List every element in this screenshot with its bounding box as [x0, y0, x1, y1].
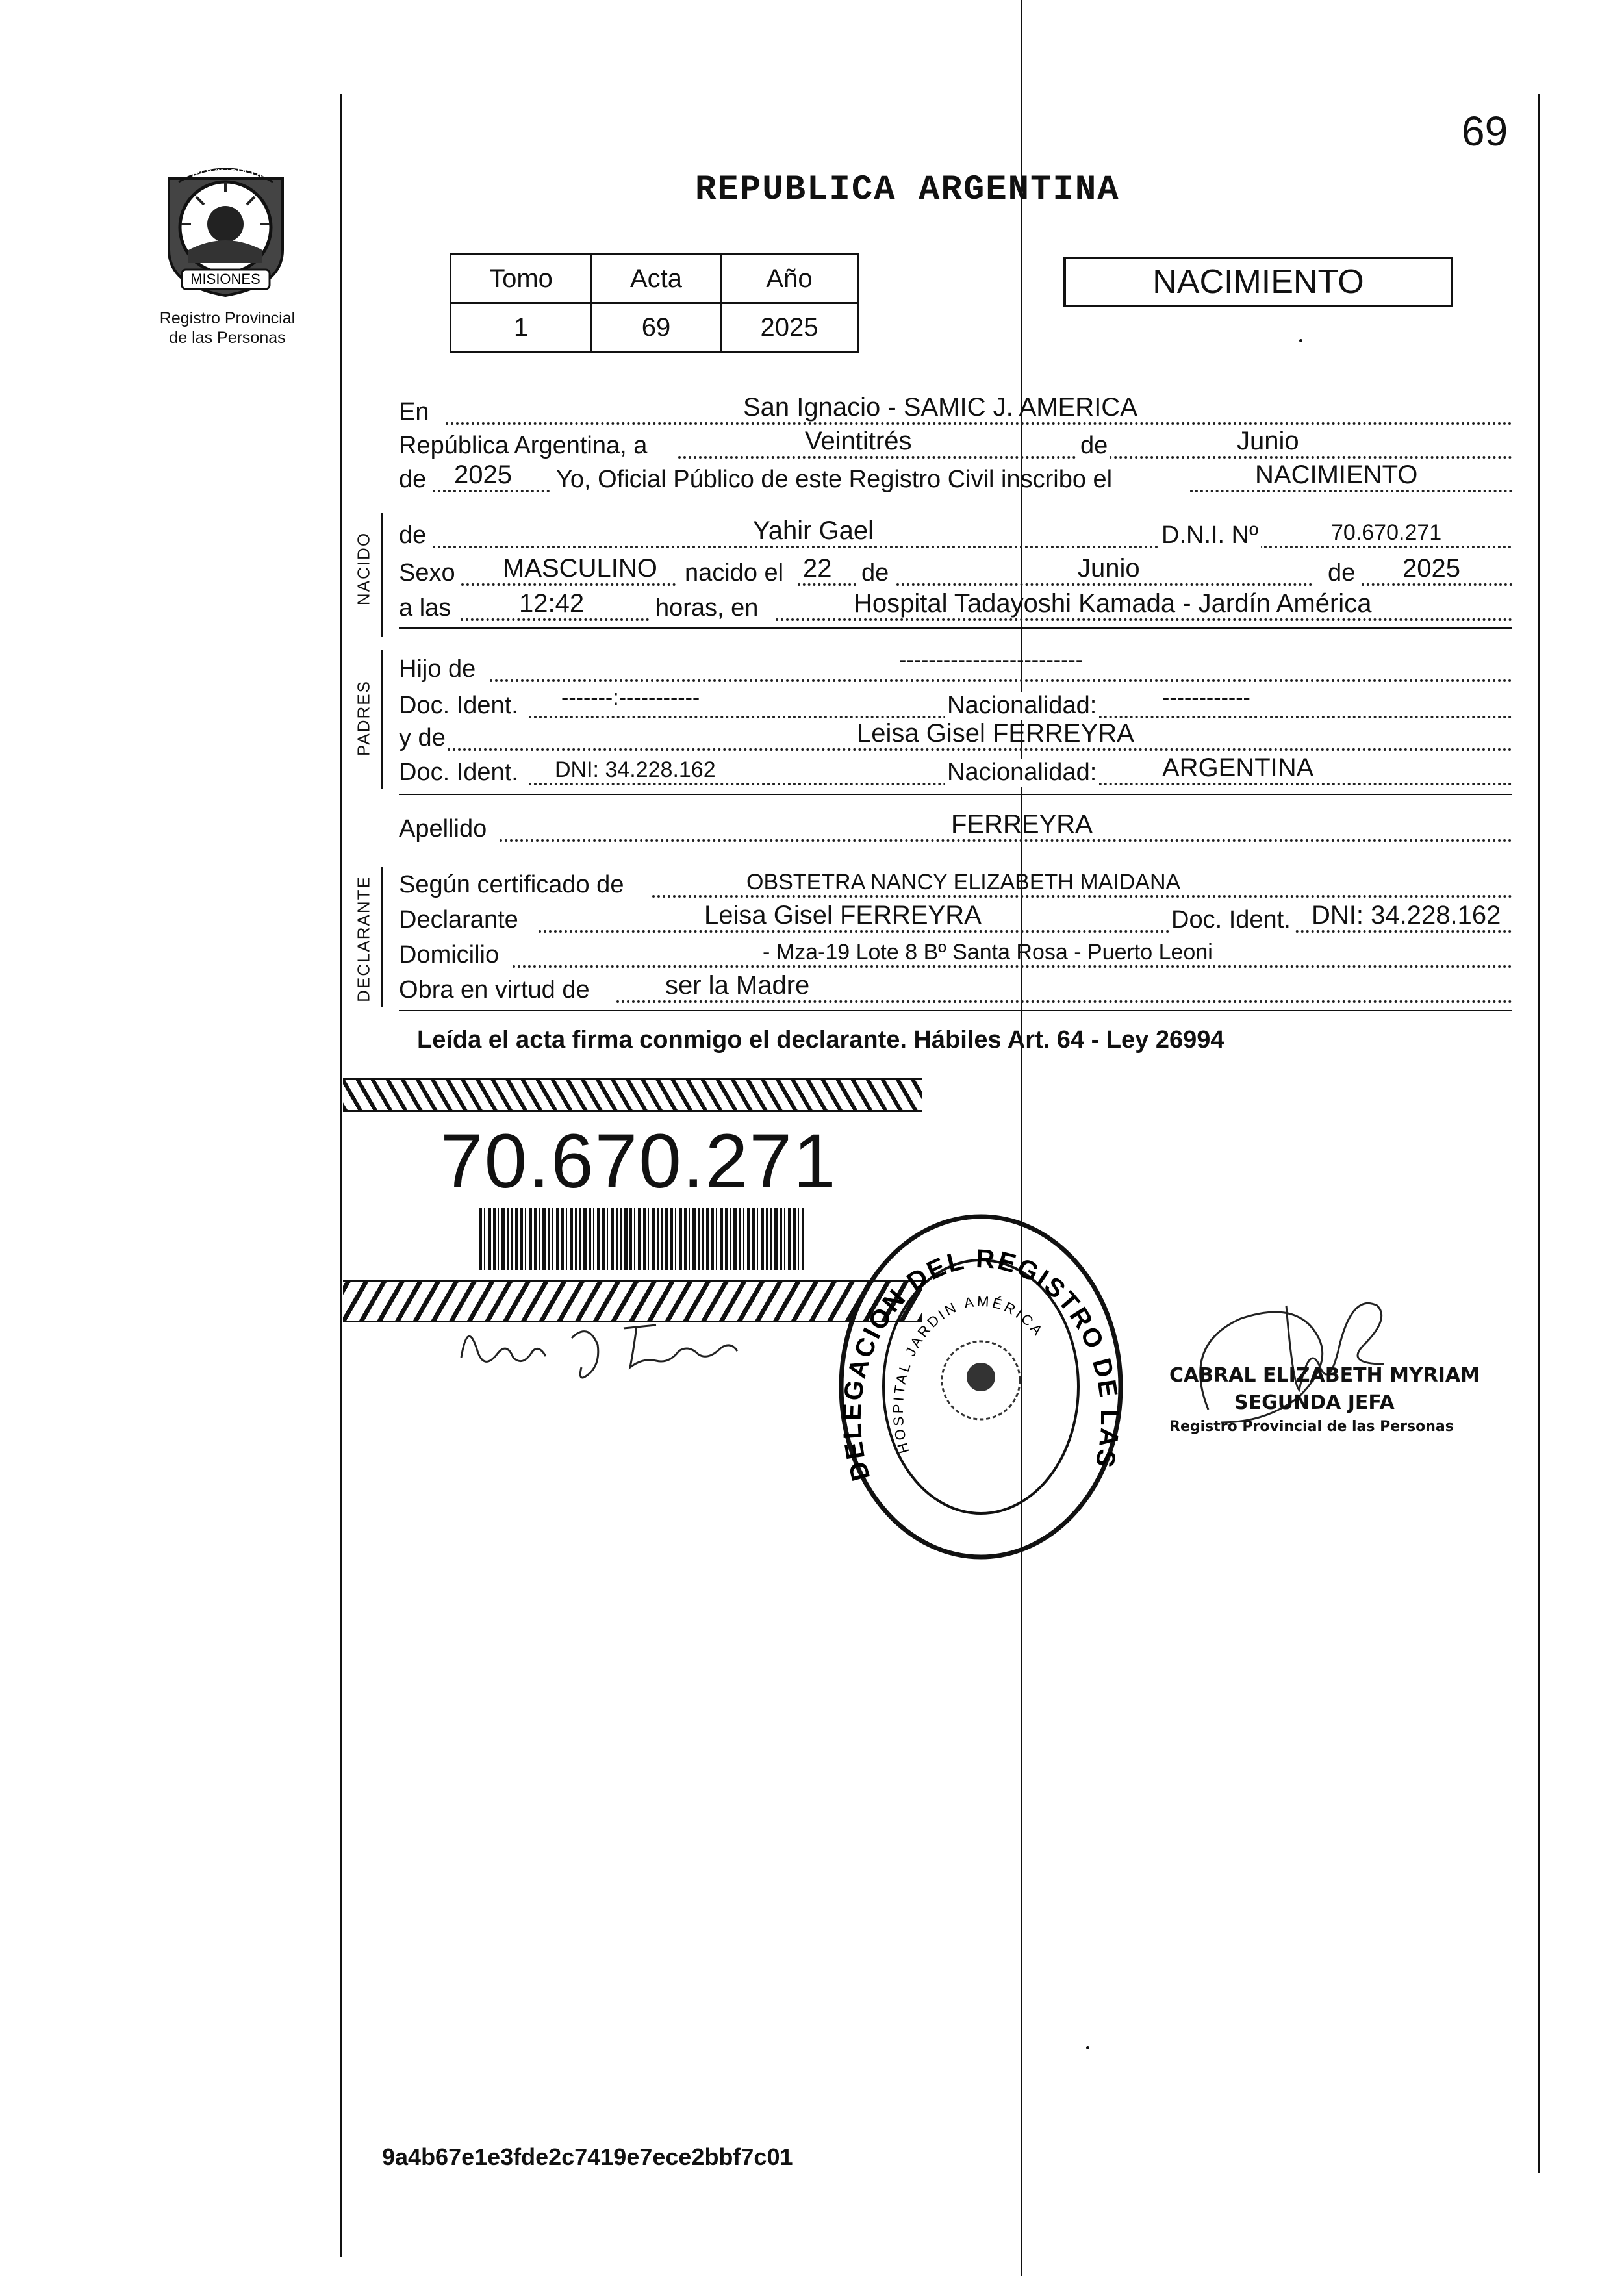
mother-doc: DNI: 34.228.162 — [555, 757, 716, 782]
label-mother-doc: Doc. Ident. — [399, 759, 518, 786]
child-dni: 70.670.271 — [1331, 520, 1442, 545]
line-ydemother — [399, 719, 1512, 755]
child-sexo: MASCULINO — [503, 554, 657, 583]
father-name: ------------------------- — [899, 648, 1084, 672]
label-father-doc: Doc. Ident. — [399, 692, 518, 719]
mother-nationality: ARGENTINA — [1162, 753, 1314, 782]
domicilio-value: - Mza-19 Lote 8 Bº Santa Rosa - Puerto Leoni — [763, 940, 1213, 965]
label-certificado: Según certificado de — [399, 871, 624, 898]
line-obra — [399, 971, 1512, 1007]
birth-place: Hospital Tadayoshi Kamada - Jardín América — [854, 589, 1372, 618]
label-y-de: y de — [399, 724, 446, 752]
label-apellido: Apellido — [399, 815, 487, 842]
line-alas — [399, 589, 1512, 625]
inscription-type: NACIMIENTO — [1255, 461, 1418, 489]
apellido-value: FERREYRA — [951, 810, 1093, 839]
registration-month: Junio — [1237, 427, 1299, 455]
label-hijo-de: Hijo de — [399, 655, 476, 683]
nacido-bracket — [381, 513, 383, 637]
officer-text: Yo, Oficial Público de este Registro Civil inscribo el — [556, 466, 1113, 493]
line-mother-doc — [399, 753, 1512, 789]
registry-caption — [130, 309, 325, 348]
document-hash: 9a4b67e1e3fde2c7419e7ece2bbf7c01 — [382, 2143, 793, 2170]
label-de-year: de — [399, 466, 427, 493]
child-name: Yahir Gael — [753, 516, 874, 545]
left-margin-line — [340, 94, 342, 2257]
padres-underline — [399, 794, 1512, 795]
line-declarante — [399, 901, 1512, 937]
official-registry: Registro Provincial de las Personas — [1169, 1419, 1454, 1435]
line-certificado — [399, 869, 1512, 902]
label-declarante: Declarante — [399, 906, 518, 933]
label-sexo: Sexo — [399, 559, 455, 587]
svg-text:DELEGACIÓN DEL REGISTRO DE LAS — [831, 1205, 1124, 1484]
label-horas: horas, en — [655, 594, 759, 622]
declarante-underline — [399, 1010, 1512, 1011]
line-republica — [399, 427, 1512, 462]
registry-stamp — [831, 1205, 1130, 1569]
stamp-outer-text: DELEGACIÓN DEL REGISTRO DE LAS — [837, 1244, 1124, 1484]
nacido-underline — [399, 627, 1512, 629]
tomo-value: 1 — [451, 303, 592, 352]
sticker-pattern-top — [343, 1078, 922, 1112]
padres-section-label: PADRES — [353, 680, 374, 756]
padres-bracket — [381, 650, 383, 789]
official-name: CABRAL ELIZABETH MYRIAM — [1169, 1364, 1480, 1387]
label-domicilio: Domicilio — [399, 941, 500, 968]
closing-note: Leída el acta firma conmigo el declarante. Hábiles Art. 64 - Ley 26994 — [417, 1026, 1224, 1054]
registration-year: 2025 — [454, 461, 512, 489]
birth-year: 2025 — [1402, 554, 1460, 583]
line-apellido — [399, 810, 1512, 846]
father-doc: -------:----------- — [561, 685, 700, 710]
father-nationality: ------------ — [1162, 685, 1250, 710]
acta-header: Acta — [592, 255, 721, 303]
nacido-section-label: NACIDO — [353, 531, 374, 606]
declarante-bracket — [381, 867, 383, 1007]
birth-time: 12:42 — [519, 589, 585, 618]
label-dni: D.N.I. Nº — [1159, 522, 1261, 550]
line-year-officer — [399, 461, 1512, 496]
line-nacido-name — [399, 516, 1512, 552]
official-title: SEGUNDA JEFA — [1234, 1391, 1395, 1414]
label-mother-nationality: Nacionalidad: — [945, 759, 1099, 787]
page-number: 69 — [1462, 108, 1508, 155]
line-domicilio — [399, 939, 1512, 972]
obra-value: ser la Madre — [665, 971, 810, 1000]
seal-top-text: PROVINCIA DE — [183, 167, 268, 180]
declarant-signature — [448, 1306, 747, 1384]
line-sexo — [399, 554, 1512, 590]
official-signature-block — [1169, 1267, 1494, 1474]
country-title: REPUBLICA ARGENTINA — [695, 170, 1120, 210]
label-declarante-doc: Doc. Ident. — [1169, 906, 1293, 934]
declarante-name: Leisa Gisel FERREYRA — [704, 901, 982, 929]
stamp-inner-text: HOSPITAL JARDIN AMÉRICA — [889, 1293, 1048, 1456]
seal-bottom-text: MISIONES — [190, 271, 260, 287]
label-de-birth-month: de — [861, 559, 889, 587]
label-father-nationality: Nacionalidad: — [945, 692, 1099, 720]
stray-dot-2 — [1299, 339, 1302, 342]
declarante-doc: DNI: 34.228.162 — [1312, 901, 1501, 929]
birth-day: 22 — [803, 554, 832, 583]
acta-value: 69 — [592, 303, 721, 352]
label-nacido-el: nacido el — [685, 559, 784, 587]
anio-header: Año — [721, 255, 858, 303]
label-obra: Obra en virtud de — [399, 976, 590, 1004]
registry-caption-line1: Registro Provincial — [159, 309, 296, 327]
sticker-id-number: 70.670.271 — [440, 1119, 837, 1204]
label-alas: a las — [399, 594, 451, 622]
label-de-month: de — [1078, 432, 1110, 460]
right-margin-line — [1538, 94, 1540, 2173]
birth-month: Junio — [1078, 554, 1140, 583]
fold-line — [1021, 0, 1022, 2276]
place-value: San Ignacio - SAMIC J. AMERICA — [743, 393, 1137, 422]
record-number-table — [450, 253, 859, 353]
mother-name: Leisa Gisel FERREYRA — [857, 719, 1134, 748]
line-hijo — [399, 648, 1512, 686]
line-father-doc — [399, 685, 1512, 722]
record-type-box: NACIMIENTO — [1063, 257, 1453, 307]
declarante-section-label: DECLARANTE — [353, 876, 374, 1002]
anio-value: 2025 — [721, 303, 858, 352]
line-en — [399, 393, 1512, 429]
barcode — [479, 1208, 804, 1270]
label-republica: República Argentina, a — [399, 432, 648, 459]
provincial-seal-logo — [156, 153, 296, 299]
label-en: En — [399, 398, 429, 425]
label-de-name: de — [399, 522, 427, 549]
registry-caption-line2: de las Personas — [169, 329, 286, 347]
day-words: Veintitrés — [805, 427, 912, 455]
tomo-header: Tomo — [451, 255, 592, 303]
label-de-birth-year: de — [1328, 559, 1356, 587]
certificado-value: OBSTETRA NANCY ELIZABETH MAIDANA — [746, 870, 1181, 894]
stray-dot — [1086, 2046, 1089, 2049]
